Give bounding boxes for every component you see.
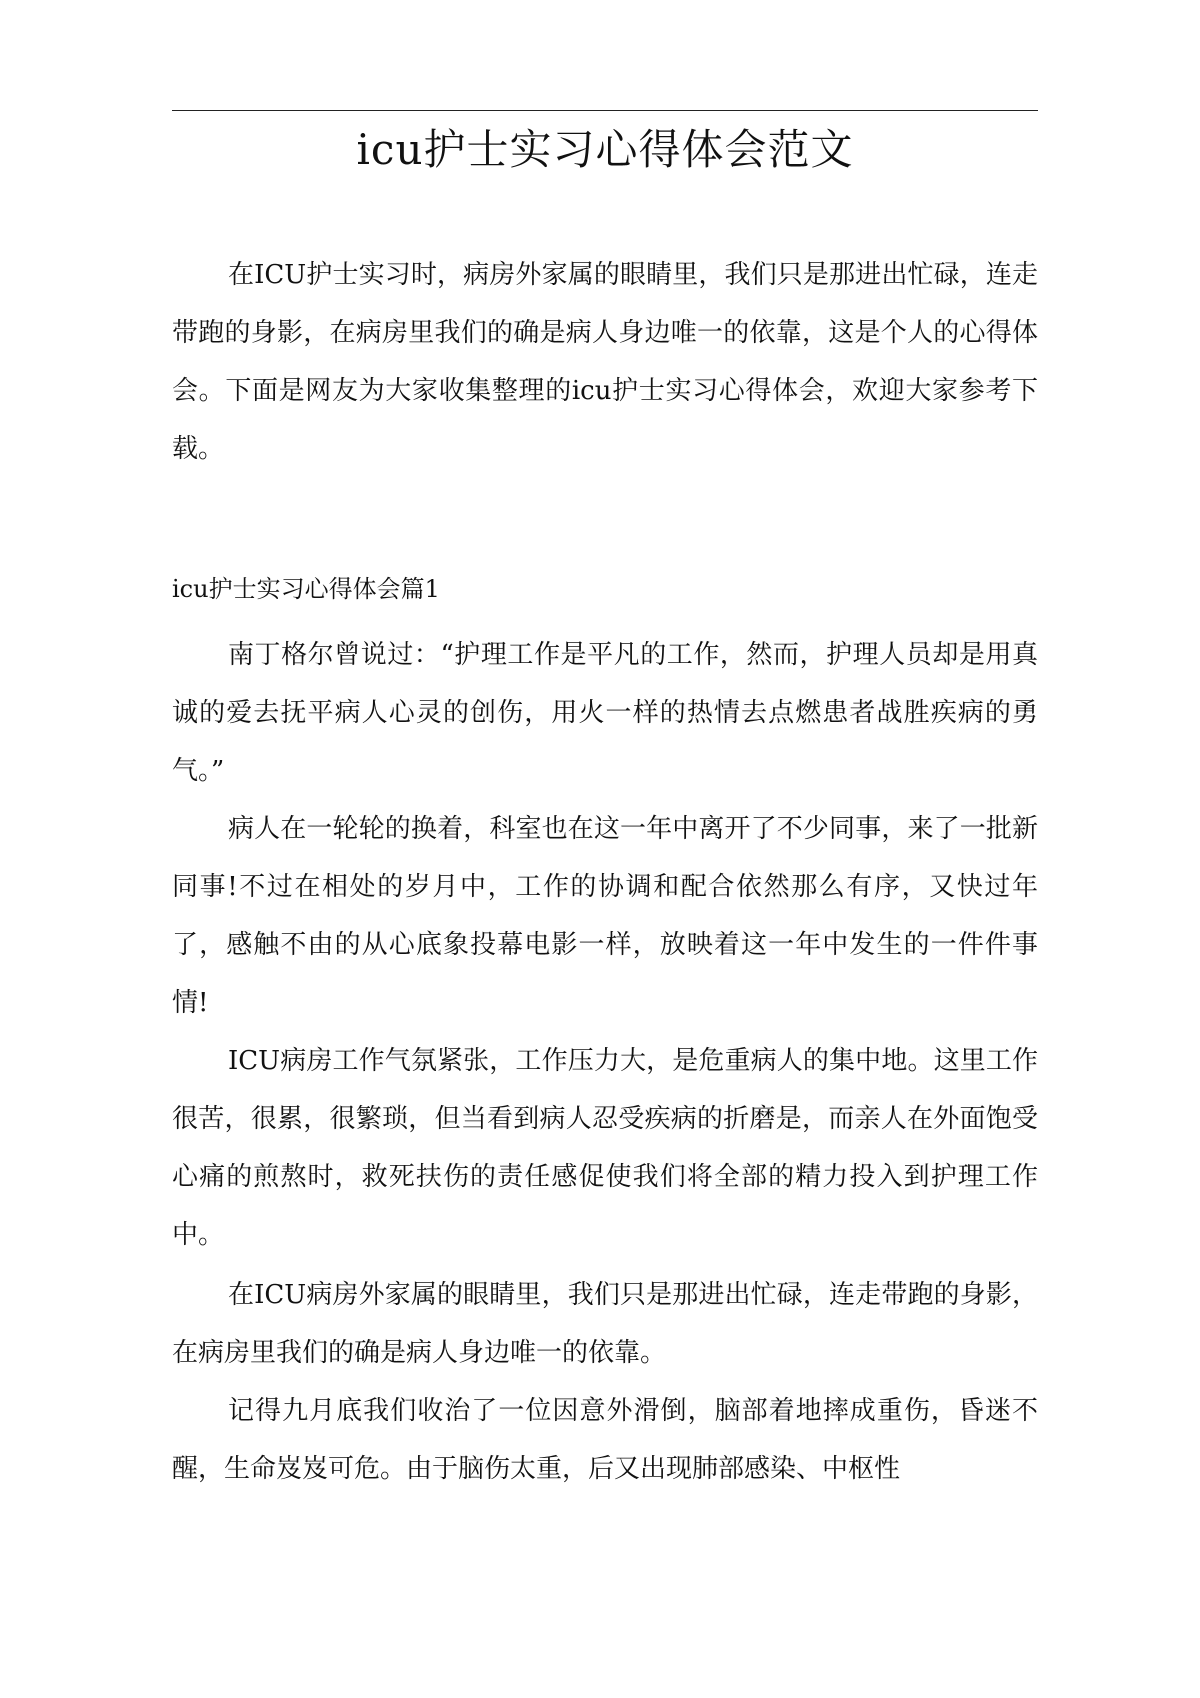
section-heading: icu护士实习心得体会篇1 (172, 575, 440, 603)
paragraph-5: 记得九月底我们收治了一位因意外滑倒，脑部着地摔成重伤，昏迷不醒，生命岌岌可危。由于脑伤太重，后又出现肺部感染、中枢性 (172, 1396, 1038, 1484)
paragraph-3: ICU病房工作气氛紧张，工作压力大，是危重病人的集中地。这里工作很苦，很累，很繁琐，但当看到病人忍受疾病的折磨是，而亲人在外面饱受心痛的煎熬时，救死扶伤的责任感促使我们将全部的精力投入到护理工作中。 (172, 1046, 1038, 1250)
paragraph-1: 南丁格尔曾说过：“护理工作是平凡的工作，然而，护理人员却是用真诚的爱去抚平病人心灵的创伤，用火一样的热情去点燃患者战胜疾病的勇气。” (172, 640, 1038, 786)
intro-paragraph: 在ICU护士实习时，病房外家属的眼睛里，我们只是那进出忙碌，连走带跑的身影，在病房里我们的确是病人身边唯一的依靠，这是个人的心得体会。下面是网友为大家收集整理的icu护士实习心得体会，欢迎大家参考下载。 (172, 260, 1038, 464)
document-title: icu护士实习心得体会范文 (356, 125, 854, 174)
paragraph-2: 病人在一轮轮的换着，科室也在这一年中离开了不少同事，来了一批新同事!不过在相处的岁月中，工作的协调和配合依然那么有序，又快过年了，感触不由的从心底象投幕电影一样，放映着这一年中发生的一件件事情! (172, 814, 1038, 1018)
header-rule (172, 110, 1038, 111)
paragraph-4: 在ICU病房外家属的眼睛里，我们只是那进出忙碌，连走带跑的身影，在病房里我们的确是病人身边唯一的依靠。 (172, 1280, 1038, 1368)
